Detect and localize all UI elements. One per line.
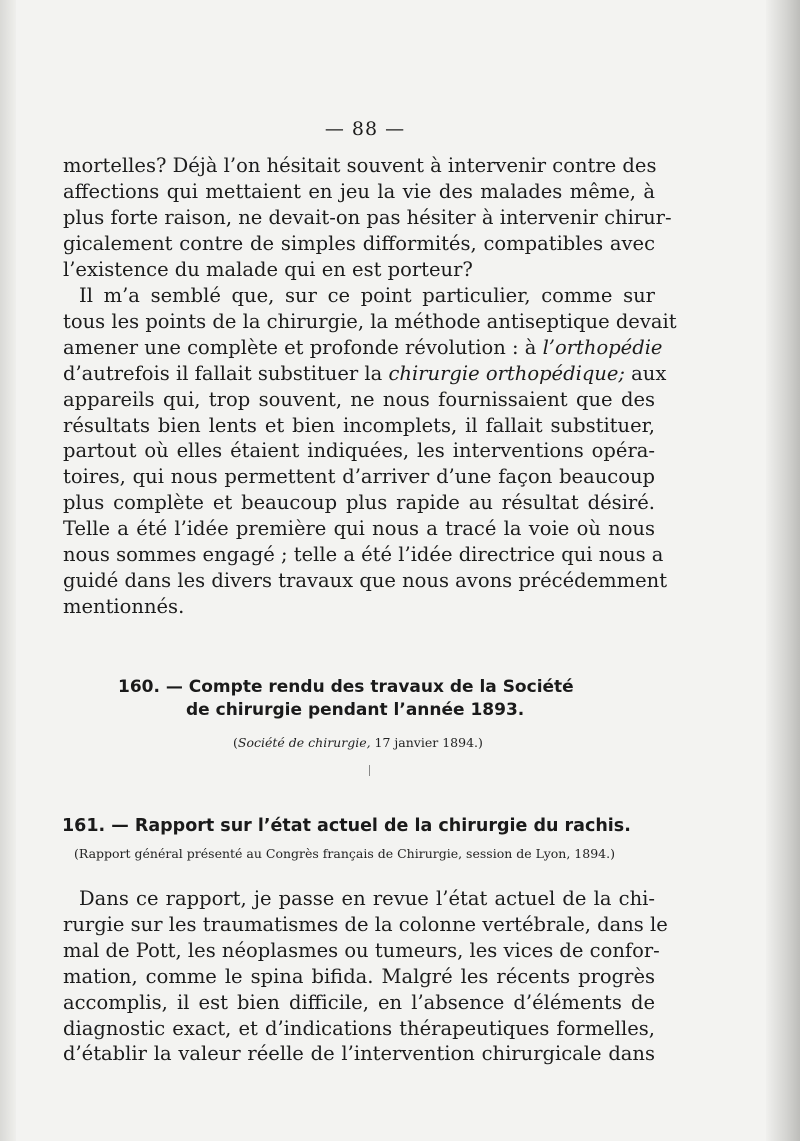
section-160-source: (Société de chirurgie, 17 janvier 1894.) xyxy=(233,735,483,750)
paragraph-2 xyxy=(63,283,677,620)
section-161-source: (Rapport général présenté au Congrès français de Chirurgie, session de Lyon, 1894.) xyxy=(74,846,615,861)
text-line: appareils qui, trop souvent, ne nous fournissaient que des xyxy=(63,387,655,411)
text-line: plus complète et beaucoup plus rapide au résultat désiré. xyxy=(63,491,655,515)
text-line: partout où elles étaient indiquées, les interventions opéra- xyxy=(63,439,655,463)
text-line: mentionnés. xyxy=(63,594,185,618)
text-line: rurgie sur les traumatismes de la colonne vertébrale, dans le xyxy=(63,912,668,936)
page-number: — 88 — xyxy=(324,118,406,140)
section-161-body xyxy=(63,886,668,1067)
text-line: mal de Pott, les néoplasmes ou tumeurs, les vices de confor- xyxy=(63,938,660,962)
text-line: gicalement contre de simples difformités, compatibles avec xyxy=(63,231,655,255)
text-line: Il m’a semblé que, sur ce point particulier, comme sur xyxy=(79,284,655,307)
text-line: d’établir la valeur réelle de l’intervention chirurgicale dans xyxy=(63,1042,655,1066)
text-line: Dans ce rapport, je passe en revue l’état actuel de la chi- xyxy=(79,887,655,910)
text-line: affections qui mettaient en jeu la vie des malades même, à xyxy=(63,179,655,203)
text-line: tous les points de la chirurgie, la méthode antiseptique devait xyxy=(63,309,677,333)
text-line: d’autrefois il fallait substituer la chirurgie orthopédique; aux xyxy=(63,361,667,385)
section-161-title: 161. — Rapport sur l’état actuel de la chirurgie du rachis. xyxy=(62,816,631,836)
paragraph-1 xyxy=(63,153,672,283)
text-line: guidé dans les divers travaux que nous avons précédemment xyxy=(63,568,668,592)
text-line: l’existence du malade qui en est porteur? xyxy=(63,257,473,281)
text-line: toires, qui nous permettent d’arriver d’une façon beaucoup xyxy=(63,465,655,489)
text-line: Telle a été l’idée première qui nous a tracé la voie où nous xyxy=(63,517,655,541)
text-line: résultats bien lents et bien incomplets, il fallait substituer, xyxy=(63,413,655,437)
text-line: accomplis, il est bien difficile, en l’absence d’éléments de xyxy=(63,990,655,1014)
text-line: mation, comme le spina bifida. Malgré les récents progrès xyxy=(63,964,655,988)
text-line: amener une complète et profonde révolution : à l’orthopédie xyxy=(63,335,663,359)
page-shadow-right xyxy=(766,0,800,1141)
text-line: plus forte raison, ne devait-on pas hésiter à intervenir chirur- xyxy=(63,205,672,229)
text-line: diagnostic exact, et d’indications thérapeutiques formelles, xyxy=(63,1016,655,1040)
text-line: mortelles? Déjà l’on hésitait souvent à intervenir contre des xyxy=(63,154,657,177)
text-line: nous sommes engagé ; telle a été l’idée directrice qui nous a xyxy=(63,543,664,567)
section-160-title-line1: 160. — Compte rendu des travaux de la Société xyxy=(118,677,574,697)
page-shadow-left xyxy=(0,0,16,1141)
print-mark xyxy=(369,765,370,776)
section-160-title-line2: de chirurgie pendant l’année 1893. xyxy=(186,700,525,720)
